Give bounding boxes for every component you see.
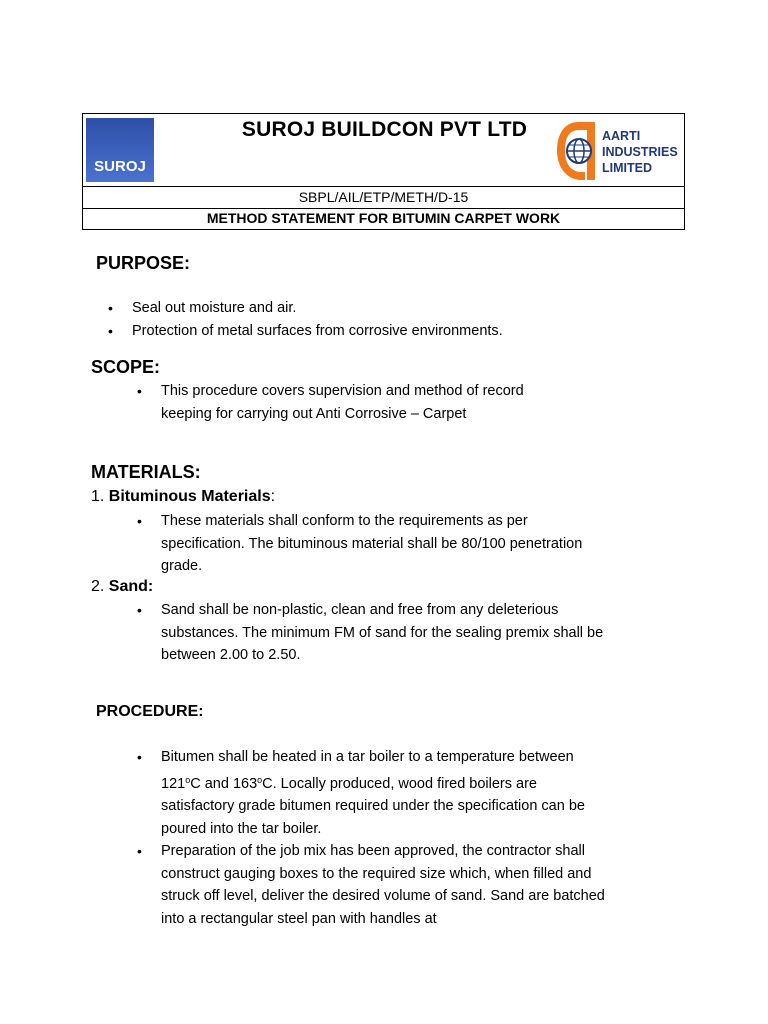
list-item: • Seal out moisture and air. [108, 297, 668, 320]
list-item: • Protection of metal surfaces from corrosive environments. [108, 320, 668, 343]
materials-heading: MATERIALS: [91, 462, 201, 482]
list-item: • Sand shall be non-plastic, clean and free from any deleterious substances. The minimum FM of sand for the sealing premix shall be between 2.00 to 2.50. [137, 599, 617, 667]
procedure-heading: PROCEDURE: [96, 703, 204, 720]
material-2-title: 2. Sand: [91, 578, 154, 595]
material-2-list [137, 599, 617, 667]
material-1-title: 1. Bituminous Materials: [91, 488, 276, 505]
document-title: METHOD STATEMENT FOR BITUMIN CARPET WORK [206, 210, 561, 226]
aarti-industries-logo [557, 118, 681, 184]
procedure-list [137, 746, 607, 930]
list-item: • Preparation of the job mix has been approved, the contractor shall construct gauging boxes to the required size which, when filled and struck off level, deliver the desired volume of sand. Sand are batched into a rectangular steel pan with handles at [137, 840, 607, 930]
purpose-heading: PURPOSE: [96, 253, 191, 273]
svg-text:INDUSTRIES: INDUSTRIES [602, 145, 678, 159]
list-item: • Bitumen shall be heated in a tar boiler to a temperature between 121$^o$C and 163$^o$C. Locally produced, wood fired boilers are satisfactory grade bitumen required under the specification can be poured into the tar boiler. [137, 746, 607, 840]
document-code: SBPL/AIL/ETP/METH/D-15 [83, 186, 684, 209]
list-item: • These materials shall conform to the requirements as per specification. The bituminous material shall be 80/100 penetration grade. [137, 510, 587, 578]
scope-list [137, 380, 577, 425]
purpose-list [108, 297, 668, 342]
svg-text:LIMITED: LIMITED [602, 161, 652, 175]
material-1-list [137, 510, 587, 578]
document-header [82, 113, 685, 230]
header-top-row [83, 114, 684, 187]
scope-heading: SCOPE: [91, 357, 161, 377]
company-name: SUROJ BUILDCON PVT LTD [241, 118, 528, 141]
suroj-logo-text: SUROJ [94, 158, 146, 175]
list-item: • This procedure covers supervision and method of record keeping for carrying out Anti Corrosive – Carpet [137, 380, 577, 425]
svg-text:AARTI: AARTI [602, 129, 641, 143]
